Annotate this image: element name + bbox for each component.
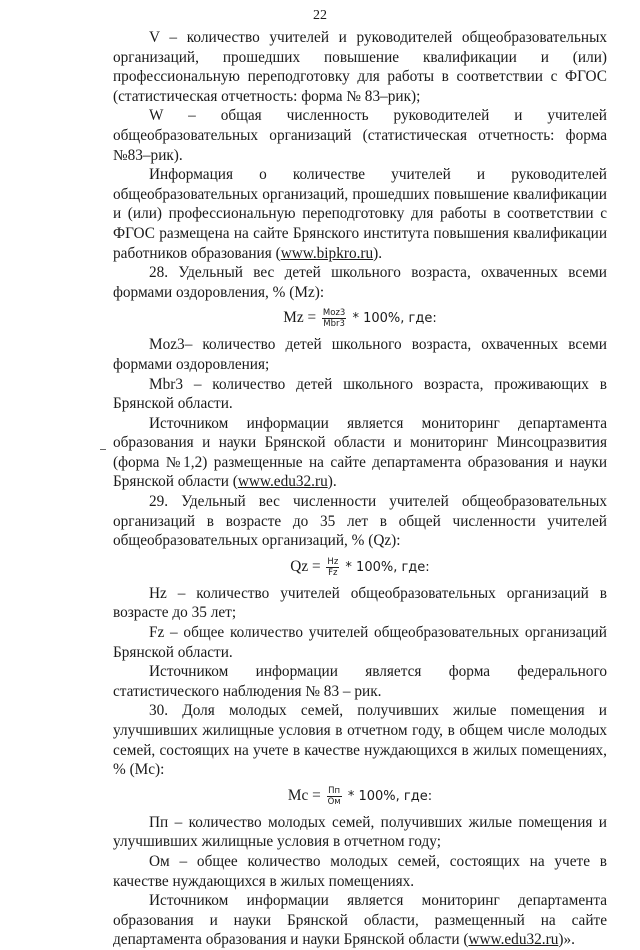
info-source-text: Информация о количестве учителей и руководителей общеобразовательных организаций, прошедших повышение квалификации и (или) профессиональную переподготовку для работы в соответствии с ФГОС размещена на сайте Брянского института повышения квалификации работников образования ( bbox=[113, 166, 607, 262]
p30-source-end: )». bbox=[558, 931, 575, 949]
page-number: 22 bbox=[313, 8, 327, 23]
edu32-link-1[interactable]: www.edu32.ru bbox=[237, 473, 328, 491]
document-body bbox=[113, 28, 607, 950]
formula-mc-fraction bbox=[327, 786, 342, 807]
paragraph-info-source bbox=[113, 165, 607, 263]
formula-mz-fraction bbox=[322, 308, 346, 329]
formula-mc-numerator: Пп bbox=[328, 785, 341, 796]
formula-qz-rhs: * 100%, где: bbox=[341, 559, 430, 575]
paragraph-29-source: Источником информации является форма федерального статистического наблюдения № 83 – рик. bbox=[113, 663, 607, 700]
margin-mark bbox=[100, 449, 106, 450]
formula-mz-denominator: Mbr3 bbox=[323, 319, 345, 330]
paragraph-28-mbr: Mbr3 – количество детей школьного возраста, проживающих в Брянской области. bbox=[113, 375, 607, 413]
edu32-link-2[interactable]: www.edu32.ru bbox=[468, 931, 559, 949]
paragraph-29-hz: Hz – количество учителей общеобразовательных организаций в возрасте до 35 лет; bbox=[113, 584, 607, 622]
p28-source-end: ). bbox=[327, 473, 337, 491]
paragraph-v-definition: V – количество учителей и руководителей общеобразовательных организаций, прошедших повышение квалификации и (или) профессиональную переподготовку для работы в соответствии с ФГОС (статистическая отчетность: форма № 83–рик); bbox=[113, 29, 607, 105]
info-source-end: ). bbox=[373, 244, 383, 262]
formula-mc-denominator: Ом bbox=[327, 796, 341, 807]
formula-mz-numerator: Moz3 bbox=[322, 308, 346, 319]
formula-mz bbox=[113, 304, 607, 332]
paragraph-28-moz: Moz3– количество детей школьного возраста, охваченных всеми формами оздоровления; bbox=[113, 336, 607, 373]
formula-mz-rhs: * 100%, где: bbox=[348, 311, 437, 327]
formula-mc-rhs: * 100%, где: bbox=[343, 788, 433, 804]
formula-qz-numerator: Hz bbox=[327, 556, 339, 567]
paragraph-28-source bbox=[113, 414, 607, 492]
formula-qz-fraction bbox=[326, 557, 339, 578]
formula-qz bbox=[113, 553, 607, 581]
paragraph-30-om: Ом – общее количество молодых семей, состоящих на учете в качестве нуждающихся в жилых помещениях. bbox=[113, 852, 607, 890]
formula-mz-lhs: Mz = bbox=[283, 309, 320, 327]
paragraph-w-definition: W – общая численность руководителей и учителей общеобразовательных организаций (статистическая отчетность: форма №83–рик). bbox=[113, 107, 607, 164]
p30-source-text: Источником информации является мониторинг департамента образования и науки Брянской области, размещенный на сайте департамента образования и науки Брянской области ( bbox=[113, 892, 607, 949]
paragraph-29-heading: 29. Удельный вес численности учителей общеобразовательных организаций в возрасте до 35 лет в общей численности учителей общеобразовательных организаций, % (Qz): bbox=[113, 493, 607, 550]
bipkro-link[interactable]: www.bipkro.ru bbox=[280, 244, 374, 262]
paragraph-28-heading: 28. Удельный вес детей школьного возраста, охваченных всеми формами оздоровления, % (Mz): bbox=[113, 264, 607, 301]
paragraph-30-source bbox=[113, 891, 607, 950]
paragraph-29-fz: Fz – общее количество учителей общеобразовательных организаций Брянской области. bbox=[113, 624, 607, 661]
paragraph-30-heading: 30. Доля молодых семей, получивших жилые помещения и улучшивших жилищные условия в отчетном году, в общем числе молодых семей, состоящих на учете в качестве нуждающихся в жилых помещениях, % (Mc): bbox=[113, 702, 607, 779]
formula-mc bbox=[113, 782, 607, 810]
formula-qz-lhs: Qz = bbox=[290, 557, 325, 575]
formula-mc-lhs: Mc = bbox=[287, 786, 325, 804]
formula-qz-denominator: Fz bbox=[328, 567, 338, 578]
p28-source-text: Источником информации является мониторинг департамента образования и науки Брянской области и мониторинг Минсоцразвития (форма №1,2) размещенные на сайте департамента образования и науки Брянской области ( bbox=[113, 414, 607, 491]
paragraph-30-pp: Пп – количество молодых семей, получивших жилые помещения и улучшивших жилищные условия в отчетном году; bbox=[113, 813, 607, 851]
